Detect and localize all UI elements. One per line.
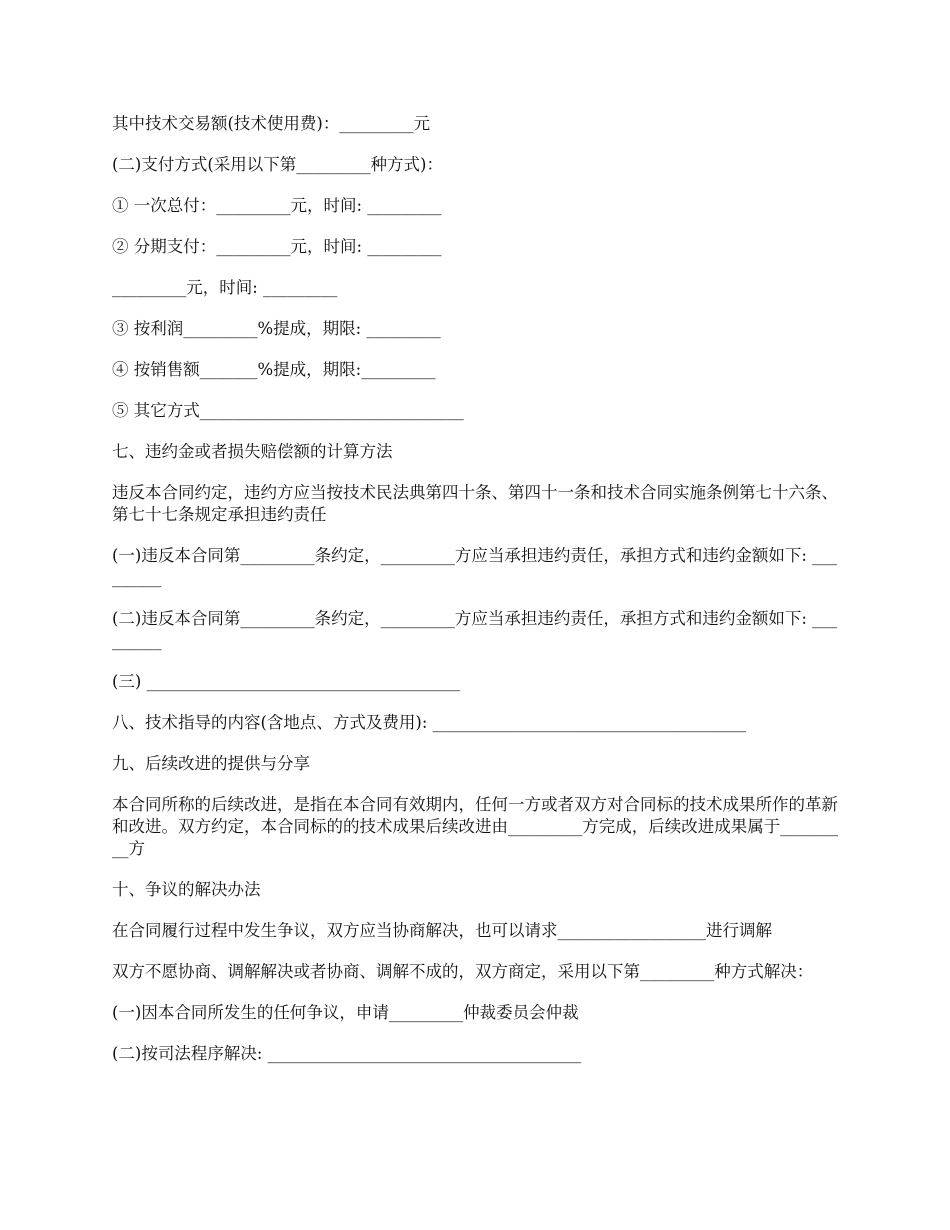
- paragraph-installment-continued: _________元，时间: _________: [112, 278, 338, 297]
- paragraph-tech-transaction-amount: 其中技术交易额(技术使用费)：_________元: [112, 114, 431, 133]
- document-page: [112, 113, 842, 1084]
- section-heading-dispute: 十、争议的解决办法: [112, 880, 261, 899]
- paragraph-dispute-mediation: 在合同履行过程中发生争议，双方应当协商解决，也可以请求__________________进行调解: [112, 921, 772, 940]
- section-heading-penalty: 七、违约金或者损失赔偿额的计算方法: [112, 442, 393, 461]
- paragraph-breach-item-1: (一)违反本合同第_________条约定，_________方应当承担违约责任，承担方式和违约金额如下: _________: [112, 546, 837, 587]
- paragraph-profit-share: ③ 按利润_________%提成，期限: _________: [112, 319, 441, 338]
- paragraph-dispute-arbitration: (一)因本合同所发生的任何争议，申请_________仲裁委员会仲裁: [112, 1003, 579, 1022]
- paragraph-breach-item-3: (三) ______________________________________: [112, 672, 461, 691]
- paragraph-lump-sum: ① 一次总付：_________元，时间: _________: [112, 196, 442, 215]
- paragraph-sales-share: ④ 按销售额_______%提成，期限:_________: [112, 360, 436, 379]
- section-heading-technical-guidance: 八、技术指导的内容(含地点、方式及费用): ______________________________________: [112, 713, 747, 732]
- paragraph-dispute-judicial: (二)按司法程序解决: ______________________________________: [112, 1044, 582, 1063]
- paragraph-breach-liability: 违反本合同约定，违约方应当按技术民法典第四十条、第四十一条和技术合同实施条例第七十六条、第七十七条规定承担违约责任: [112, 483, 838, 524]
- paragraph-breach-item-2: (二)违反本合同第_________条约定，_________方应当承担违约责任，承担方式和违约金额如下: _________: [112, 609, 837, 650]
- paragraph-installment: ② 分期支付：_________元，时间: _________: [112, 237, 442, 256]
- paragraph-other-method: ⑤ 其它方式________________________________: [112, 401, 464, 420]
- paragraph-dispute-method: 双方不愿协商、调解解决或者协商、调解不成的，双方商定，采用以下第_________种方式解决：: [112, 962, 814, 981]
- section-heading-improvements: 九、后续改进的提供与分享: [112, 754, 310, 773]
- paragraph-payment-method: (二)支付方式(采用以下第_________种方式)：: [112, 155, 443, 174]
- paragraph-improvements-body: 本合同所称的后续改进，是指在本合同有效期内，任何一方或者双方对合同标的技术成果所作的革新和改进。双方约定，本合同标的的技术成果后续改进由_________方完成，后续改进成果属于_________方: [112, 795, 838, 858]
